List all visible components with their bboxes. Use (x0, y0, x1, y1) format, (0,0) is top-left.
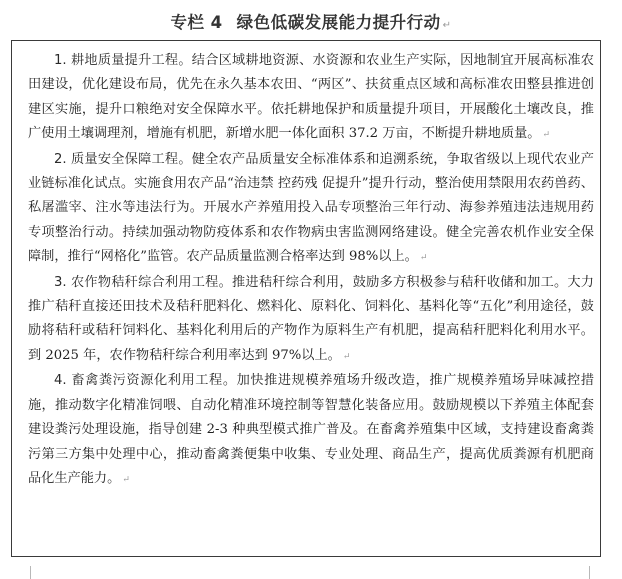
paragraph-body: 结合区域耕地资源、水资源和农业生产实际，因地制宜开展高标准农田建设，优化建设布局，优先在永久基本农田、“两区”、扶贫重点区域和高标准农田整县推进创建区实施，提升口粮绝对安全保障水平。依托耕地保护和质量提升项目，开展酸化土壤改良，推广使用土壤调理剂，增施有机肥，新增水肥一体化面积 37.2 万亩，不断提升耕地质量。 (28, 53, 594, 142)
paragraph-mark-icon: ↵ (542, 130, 551, 141)
paragraph-lead: 3. 农作物秸秆综合利用工程。 (54, 274, 232, 290)
paragraph-straw-utilization (28, 271, 594, 370)
box-label: 专栏 4 (170, 13, 223, 32)
page-margin-tick (589, 566, 590, 579)
box-title-text: 绿色低碳发展能力提升行动 (236, 13, 441, 32)
paragraph-mark-icon: ↵ (419, 253, 428, 264)
paragraph-lead: 1. 耕地质量提升工程。 (54, 53, 192, 68)
paragraph-mark-icon: ↵ (442, 20, 452, 31)
paragraph-lead: 2. 质量安全保障工程。 (54, 151, 192, 167)
paragraph-body: 加快推进规模养殖场升级改造，推广规模养殖场异味减控措施，推动数字化精准饲喂、自动化精准环境控制等智慧化装备应用。鼓励规模以下养殖主体配套建设粪污处理设施，指导创建 2-3 种典型模式推广普及。在畜禽养殖集中区域，支持建设畜禽粪污第三方集中处理中心，推动畜禽粪便集中收集、专业处理、商品生产，提高优质粪源有机肥商品化生产能力。 (28, 373, 595, 486)
paragraph-farmland (28, 49, 594, 148)
paragraph-mark-icon: ↵ (122, 474, 130, 485)
paragraph-lead: 4. 畜禽粪污资源化利用工程。 (54, 373, 237, 389)
paragraph-manure-recycling (28, 369, 594, 492)
paragraph-quality-safety (28, 148, 594, 271)
box-content (28, 49, 594, 492)
box-title (0, 9, 622, 33)
page-margin-tick (30, 566, 31, 579)
paragraph-body: 推进秸秆综合利用，鼓励多方积极参与秸秆收储和加工。大力推广秸秆直接还田技术及秸秆肥料化、燃料化、原料化、饲料化、基料化等“五化”利用途径，鼓励将秸秆或秸秆饲料化、基料化利用后的产物作为原料生产有机肥，提高秸秆肥料化利用水平。到 2025 年，农作物秸秆综合利用率达到 97%以上。 (28, 274, 594, 363)
paragraph-body: 健全农产品质量安全标准体系和追溯系统，争取省级以上现代农业产业链标准化试点。实施食用农产品“治违禁 控药残 促提升”提升行动，整治使用禁限用农药兽药、私屠滥宰、注水等违法行为。开展水产养殖用投入品专项整治三年行动、海参养殖违法违规用药专项整治行动。持续加强动物防疫体系和农作物病虫害监测网络建设。健全完善农机作业安全保障制，推行“网格化”监管。农产品质量监测合格率达到 98%以上。 (28, 151, 594, 265)
paragraph-mark-icon: ↵ (342, 351, 351, 362)
